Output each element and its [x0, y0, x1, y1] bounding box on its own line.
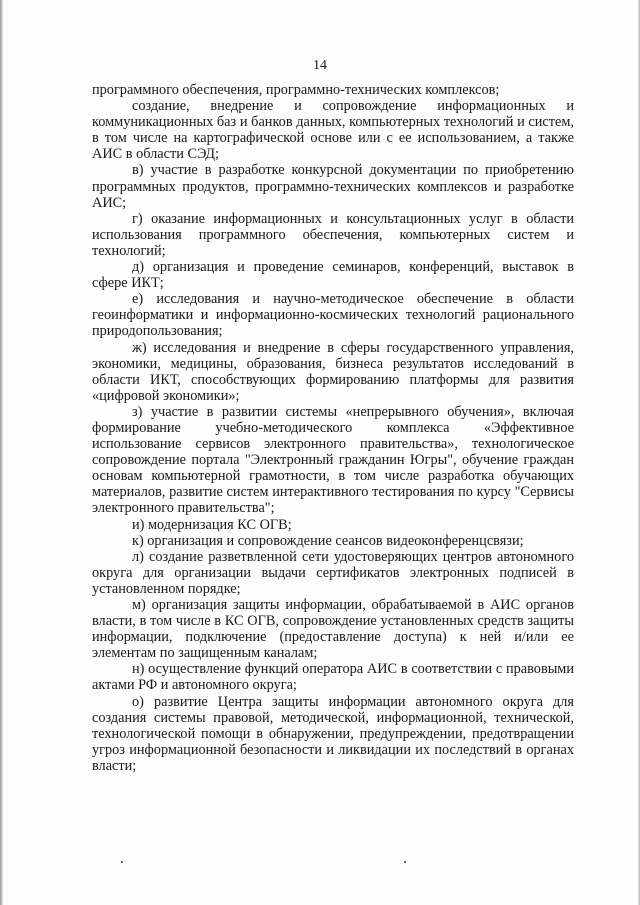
paragraph: к) организация и сопровождение сеансов видеоконференцсвязи; — [132, 532, 524, 549]
paragraph: д) организация и проведение семинаров, конференций, выставок в сфере ИКТ; — [92, 259, 574, 292]
paragraph: г) оказание информационных и консультационных услуг в области использования программного обеспечения, компьютерных систем и технологий; — [92, 210, 574, 259]
paragraph: е) исследования и научно-методическое обеспечение в области геоинформатики и информационно-космических технологий рационального природопользования; — [92, 291, 574, 340]
paragraph: программного обеспечения, программно-технических комплексов; — [92, 82, 500, 98]
paragraph: л) создание разветвленной сети удостоверяющих центров автономного округа для организации выдачи сертификатов электронных подписей в установленном порядке; — [92, 548, 574, 597]
paragraph: м) организация защиты информации, обрабатываемой в АИС органов власти, в том числе в КС ОГВ, сопровождение установленных средств защиты информации, подключение (предоставление доступа) к ней и/или ее элементам по защищенным каналам; — [92, 597, 574, 662]
paragraph: и) модернизация КС ОГВ; — [132, 516, 292, 533]
paragraph: создание, внедрение и сопровождение информационных и коммуникационных баз и банков данных, компьютерных технологий и систем, в том числе на картографической основе или с ее использованием, а также АИС в области СЭД; — [92, 98, 574, 163]
paragraph: в) участие в разработке конкурсной документации по приобретению программных продуктов, программно-технических комплексов и разработке АИС; — [92, 162, 574, 211]
page-number: 14 — [313, 58, 327, 73]
paragraph: о) развитие Центра защиты информации автономного округа для создания системы правовой, методической, информационной, технической, технологической помощи в обнаружении, предупреждении, предотвращении угроз информационной безопасности и ликвидации их последствий в органах власти; — [92, 693, 574, 774]
document-body — [92, 82, 574, 774]
paragraph: н) осуществление функций оператора АИС в соответствии с правовыми актами РФ и автономного округа; — [92, 661, 574, 694]
paragraph: з) участие в развитии системы «непрерывного обучения», включая формирование учебно-методического комплекса «Эффективное использование сервисов электронного правительства», технологическое сопровождение портала "Электронный гражданин Югры", обучение граждан основам компьютерной грамотности, в том числе разработка обучающих материалов, развитие систем интерактивного тестирования по курсу "Сервисы электронного правительства"; — [92, 403, 574, 517]
paragraph: ж) исследования и внедрение в сферы государственного управления, экономики, медицины, образования, бизнеса результатов исследований в области ИКТ, способствующих формированию платформы для развития «цифровой экономики»; — [92, 339, 574, 404]
scan-speck — [121, 861, 123, 863]
scan-edge-left — [0, 0, 3, 905]
scan-speck — [404, 861, 406, 863]
